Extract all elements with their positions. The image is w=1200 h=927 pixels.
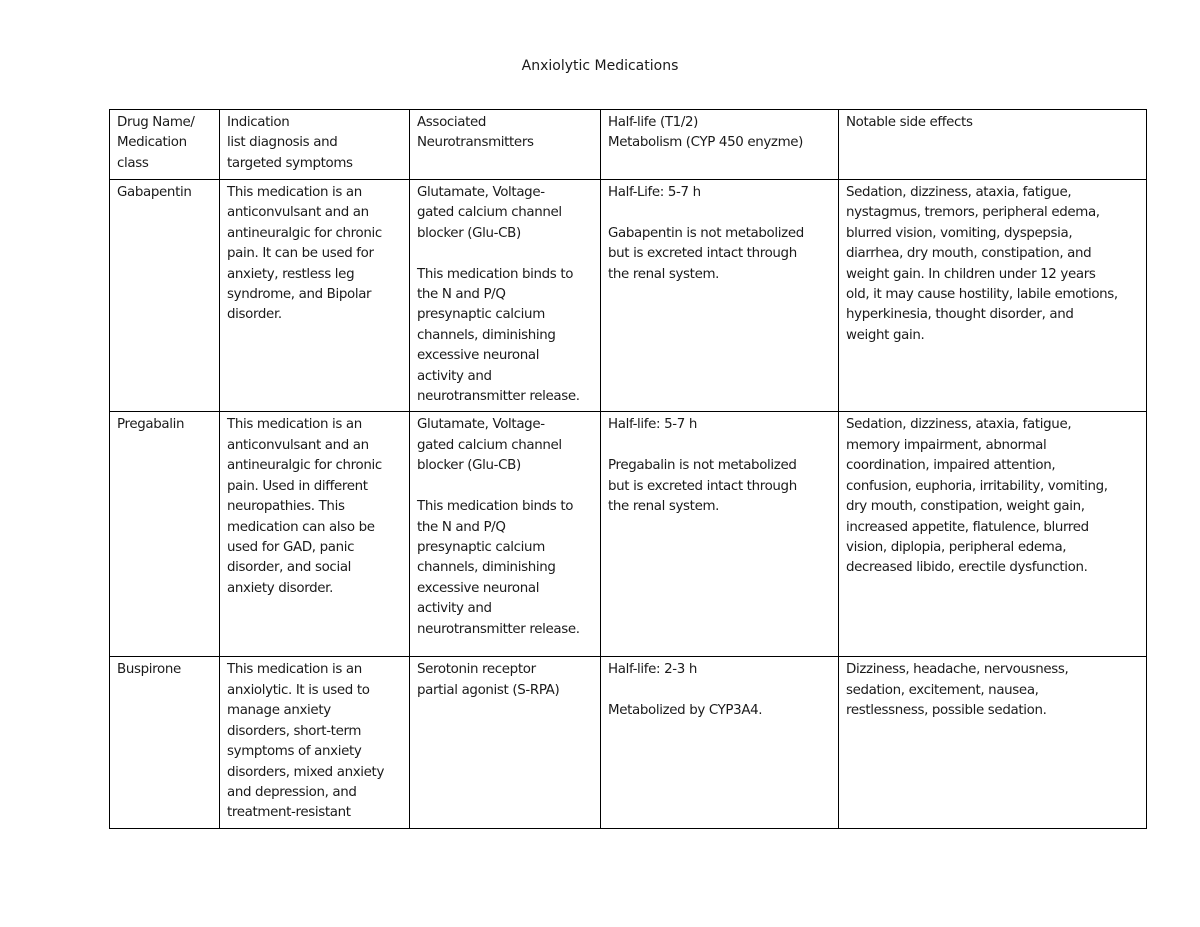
indication-cell: This medication is an anticonvulsant and an antineuralgic for chronic pain. It can be used for anxiety, restless leg syndrome, and Bipolar disorder. (220, 180, 410, 412)
indication-cell: This medication is an anxiolytic. It is used to manage anxiety disorders, short-term symptoms of anxiety disorders, mixed anxiety and depression, and treatment-resistant (220, 657, 410, 828)
header-side-effects: Notable side effects (839, 110, 1147, 180)
medication-table (109, 109, 1147, 829)
half-life-cell: Half-life: 2-3 h Metabolized by CYP3A4. (601, 657, 839, 828)
header-drug-name: Drug Name/ Medication class (110, 110, 220, 180)
indication-cell: This medication is an anticonvulsant and an antineuralgic for chronic pain. Used in different neuropathies. This medication can also be used for GAD, panic disorder, and social anxiety disorder. (220, 412, 410, 657)
neurotransmitters-cell: Serotonin receptor partial agonist (S-RPA) (410, 657, 601, 828)
table-row (110, 412, 1147, 657)
page-title: Anxiolytic Medications (521, 58, 679, 74)
drug-name-cell: Gabapentin (110, 180, 220, 412)
neurotransmitters-cell: Glutamate, Voltage- gated calcium channel blocker (Glu-CB) This medication binds to the N and P/Q presynaptic calcium channels, diminishing excessive neuronal activity and neurotransmitter release. (410, 180, 601, 412)
table-header-row (110, 110, 1147, 180)
header-half-life: Half-life (T1/2) Metabolism (CYP 450 enyzme) (601, 110, 839, 180)
side-effects-cell: Sedation, dizziness, ataxia, fatigue, nystagmus, tremors, peripheral edema, blurred vision, vomiting, dyspepsia, diarrhea, dry mouth, constipation, and weight gain. In children under 12 years old, it may cause hostility, labile emotions, hyperkinesia, thought disorder, and weight gain. (839, 180, 1147, 412)
neurotransmitters-cell: Glutamate, Voltage- gated calcium channel blocker (Glu-CB) This medication binds to the N and P/Q presynaptic calcium channels, diminishing excessive neuronal activity and neurotransmitter release. (410, 412, 601, 657)
side-effects-cell: Dizziness, headache, nervousness, sedation, excitement, nausea, restlessness, possible sedation. (839, 657, 1147, 828)
drug-name-cell: Buspirone (110, 657, 220, 828)
header-neurotransmitters: Associated Neurotransmitters (410, 110, 601, 180)
half-life-cell: Half-Life: 5-7 h Gabapentin is not metabolized but is excreted intact through the renal system. (601, 180, 839, 412)
table-row (110, 180, 1147, 412)
drug-name-cell: Pregabalin (110, 412, 220, 657)
table-row (110, 657, 1147, 828)
half-life-cell: Half-life: 5-7 h Pregabalin is not metabolized but is excreted intact through the renal system. (601, 412, 839, 657)
side-effects-cell: Sedation, dizziness, ataxia, fatigue, memory impairment, abnormal coordination, impaired attention, confusion, euphoria, irritability, vomiting, dry mouth, constipation, weight gain, increased appetite, flatulence, blurred vision, diplopia, peripheral edema, decreased libido, erectile dysfunction. (839, 412, 1147, 657)
header-indication: Indication list diagnosis and targeted symptoms (220, 110, 410, 180)
